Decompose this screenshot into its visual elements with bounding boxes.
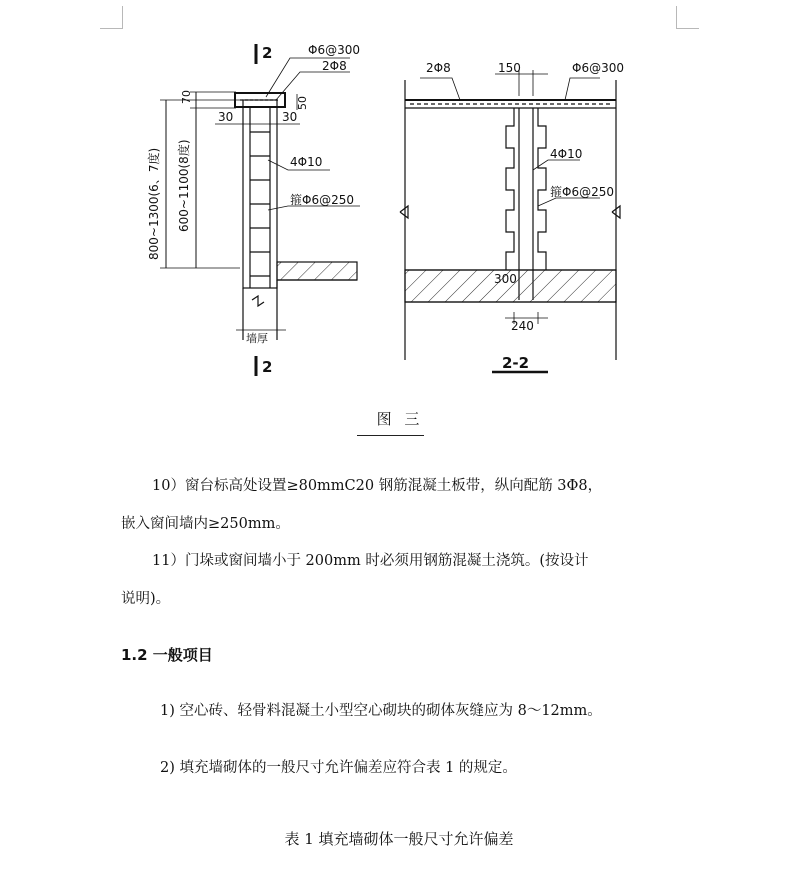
left-rebar-long-label: 2Φ8 bbox=[322, 59, 347, 73]
right-rebar-top-label: Φ6@300 bbox=[572, 61, 624, 75]
left-dim-30-left: 30 bbox=[218, 110, 234, 124]
left-section-mark-top: 2 bbox=[262, 44, 273, 62]
left-dim-70: 70 bbox=[180, 90, 193, 104]
section-heading: 1.2 一般项目 bbox=[121, 646, 213, 664]
figure-caption-underline bbox=[357, 435, 424, 436]
left-rebar-top-label: Φ6@300 bbox=[308, 43, 360, 57]
right-section-detail bbox=[400, 70, 620, 372]
paragraph-10-line-2: 嵌入窗间墙内≥250mm。 bbox=[121, 516, 290, 532]
left-dim-30-right: 30 bbox=[282, 110, 298, 124]
figure-caption: 图 三 bbox=[376, 410, 424, 428]
left-dim-height-inner: 600~1100(8度) bbox=[177, 139, 191, 232]
list-item-2: 2) 填充墙砌体的一般尺寸允许偏差应符合表 1 的规定。 bbox=[160, 760, 517, 776]
paragraph-11-line-1: 11）门垛或窗间墙小于 200mm 时必须用钢筋混凝土浇筑。(按设计 bbox=[152, 553, 589, 569]
right-dim-150: 150 bbox=[498, 61, 521, 75]
paragraph-10-line-1: 10）窗台标高处设置≥80mmC20 钢筋混凝土板带，纵向配筋 3Φ8， bbox=[152, 478, 603, 494]
left-rebar-vertical-label: 4Φ10 bbox=[290, 155, 323, 169]
right-dim-300: 300 bbox=[494, 272, 517, 286]
left-wall-thickness-label: 墙厚 bbox=[246, 332, 268, 345]
left-dim-height-outer: 800~1300(6、7度) bbox=[147, 147, 161, 260]
left-stirrup-label: 箍Φ6@250 bbox=[290, 193, 354, 207]
paragraph-11-line-2: 说明)。 bbox=[121, 591, 171, 607]
right-rebar-long-label: 2Φ8 bbox=[426, 61, 451, 75]
construction-detail-figure bbox=[0, 0, 798, 400]
left-dim-50: 50 bbox=[296, 96, 309, 110]
right-dim-240: 240 bbox=[511, 319, 534, 333]
left-section-mark-bottom: 2 bbox=[262, 358, 273, 376]
table-caption: 表 1 填充墙砌体一般尺寸允许偏差 bbox=[284, 830, 514, 848]
list-item-1: 1) 空心砖、轻骨料混凝土小型空心砌块的砌体灰缝应为 8～12mm。 bbox=[160, 703, 602, 719]
right-stirrup-label: 箍Φ6@250 bbox=[550, 185, 614, 199]
right-section-label: 2-2 bbox=[502, 354, 530, 372]
right-rebar-vertical-label: 4Φ10 bbox=[550, 147, 583, 161]
